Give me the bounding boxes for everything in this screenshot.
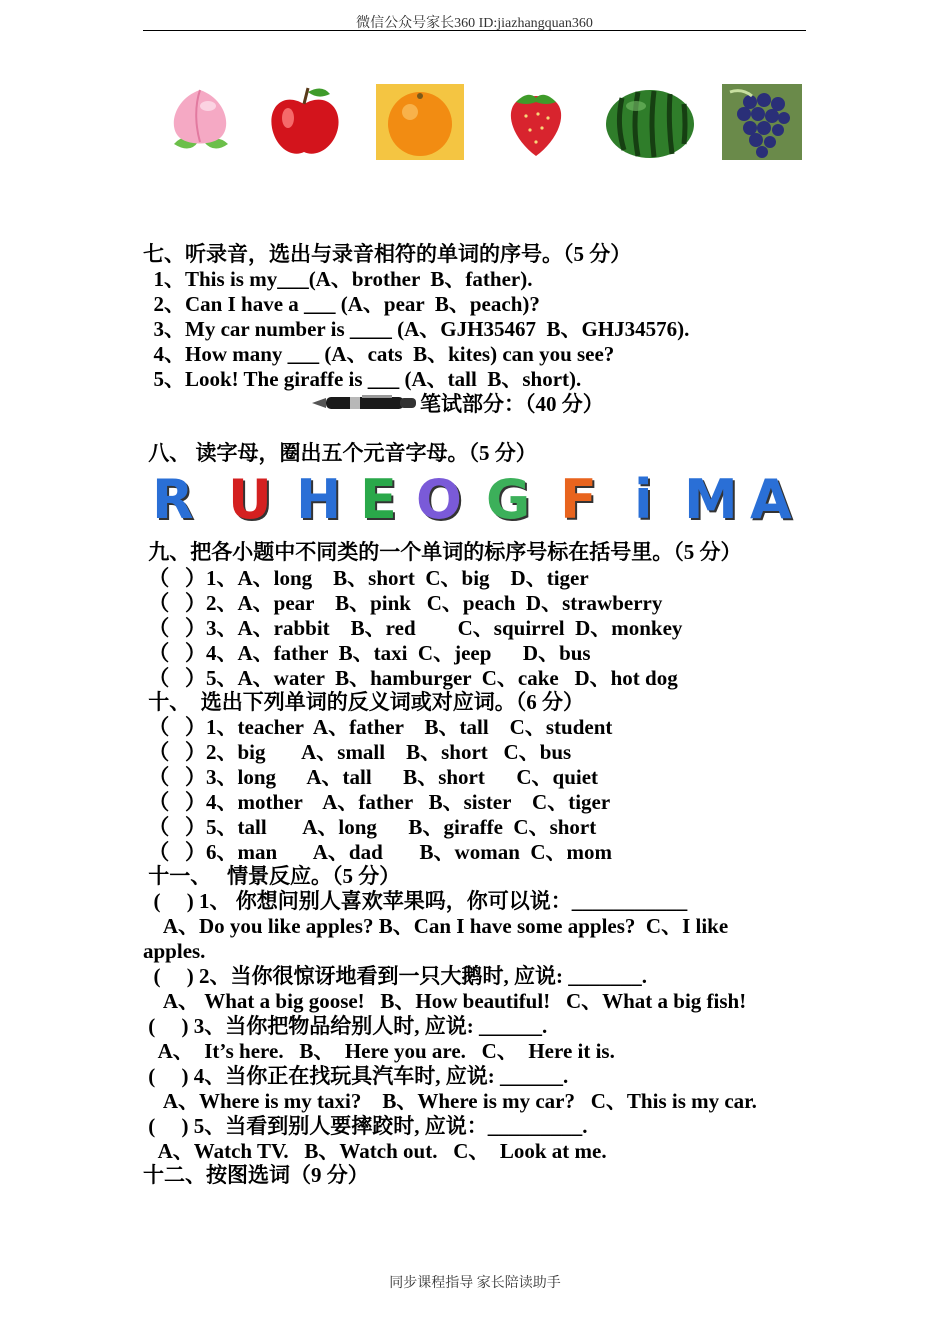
section-11-question-5-options: A、Watch TV. B、Watch out. C、 Look at me.: [143, 1139, 607, 1163]
section-11-question-1-options: A、Do you like apples? B、Can I have some apples? C、I like: [143, 914, 729, 938]
pen-icon: [310, 392, 418, 414]
section-9-question-4: （ ）4、A、father B、taxi C、jeep D、bus: [143, 641, 591, 665]
strawberry-image: [498, 84, 574, 160]
section-9-question-2: （ ）2、A、pear B、pink C、peach D、strawberry: [143, 591, 663, 615]
section-11-question-4: ( ) 4、当你正在找玩具汽车时, 应说: ______.: [143, 1064, 569, 1088]
section-9-title: 九、把各小题中不同类的一个单词的标序号标在括号里。（5 分）: [143, 540, 742, 564]
section-10-question-1: （ ）1、teacher A、father B、tall C、student: [143, 715, 613, 739]
grapes-image: [722, 84, 802, 160]
section-11-title: 十一、 情景反应。（5 分）: [143, 864, 401, 888]
page-header: 微信公众号家长360 ID:jiazhangquan360: [356, 16, 593, 31]
section-7-title: 七、听录音，选出与录音相符的单词的序号。（5 分）: [143, 242, 632, 266]
letter-e: E: [360, 468, 397, 531]
section-11-question-2: ( ) 2、当你很惊讶地看到一只大鹅时, 应说: _______.: [143, 964, 647, 988]
section-10-title: 十、 选出下列单词的反义词或对应词。（6 分）: [143, 690, 584, 714]
letter-h: H: [296, 468, 342, 531]
section-10-question-3: （ ）3、long A、tall B、short C、quiet: [143, 765, 599, 789]
section-12-title: 十二、按图选词（9 分）: [143, 1163, 369, 1187]
section-11-question-5: ( ) 5、当看到别人要摔跤时, 应说：_________.: [143, 1114, 588, 1138]
letter-r: R: [152, 468, 194, 531]
section-7-question-2: 2、Can I have a ___ (A、pear B、peach)?: [143, 292, 540, 316]
section-7-question-1: 1、This is my___(A、brother B、father).: [143, 267, 533, 291]
section-9-question-1: （ ）1、A、long B、short C、big D、tiger: [143, 566, 589, 590]
section-11-question-1-options-wrap: apples.: [143, 939, 206, 963]
letter-g: G: [486, 468, 531, 531]
page-footer: 同步课程指导 家长陪读助手: [389, 1276, 561, 1291]
section-11-question-3-options: A、 It’s here. B、 Here you are. C、 Here it is.: [143, 1039, 615, 1063]
letter-m: M: [684, 468, 738, 531]
section-11-question-3: ( ) 3、当你把物品给别人时, 应说: ______.: [143, 1014, 548, 1038]
section-11-question-1: ( ) 1、 你想问别人喜欢苹果吗，你可以说：___________: [143, 889, 688, 913]
section-10-question-2: （ ）2、big A、small B、short C、bus: [143, 740, 572, 764]
section-7-question-4: 4、How many ___ (A、cats B、kites) can you see?: [143, 342, 615, 366]
orange-image: [376, 84, 464, 160]
section-7-question-5: 5、Look! The giraffe is ___ (A、tall B、short).: [143, 367, 582, 391]
letter-u: U: [228, 468, 272, 531]
apple-image: [264, 84, 344, 160]
section-11-question-2-options: A、 What a big goose! B、How beautiful! C、What a big fish!: [143, 989, 747, 1013]
section-11-question-4-options: A、Where is my taxi? B、Where is my car? C、This is my car.: [143, 1089, 757, 1113]
fruit-pictures: [160, 84, 810, 164]
section-10-question-6: （ ）6、man A、dad B、woman C、mom: [143, 840, 613, 864]
letter-pictures: [150, 468, 800, 532]
section-8-title: 八、 读字母，圈出五个元音字母。（5 分）: [143, 441, 537, 465]
letter-a: A: [750, 468, 792, 531]
letter-f: F: [560, 468, 597, 531]
written-part-title: 笔试部分：（40 分）: [420, 392, 604, 416]
section-9-question-3: （ ）3、A、rabbit B、red C、squirrel D、monkey: [143, 616, 683, 640]
section-9-question-5: （ ）5、A、water B、hamburger C、cake D、hot dog: [143, 666, 678, 690]
section-7-question-3: 3、My car number is ____ (A、GJH35467 B、GHJ34576).: [143, 317, 690, 341]
section-10-question-5: （ ）5、tall A、long B、giraffe C、short: [143, 815, 597, 839]
header-divider: [143, 30, 806, 31]
letter-o: O: [416, 468, 462, 531]
peach-image: [164, 84, 236, 160]
watermelon-image: [602, 84, 698, 160]
letter-i: i: [634, 468, 653, 531]
section-10-question-4: （ ）4、mother A、father B、sister C、tiger: [143, 790, 611, 814]
